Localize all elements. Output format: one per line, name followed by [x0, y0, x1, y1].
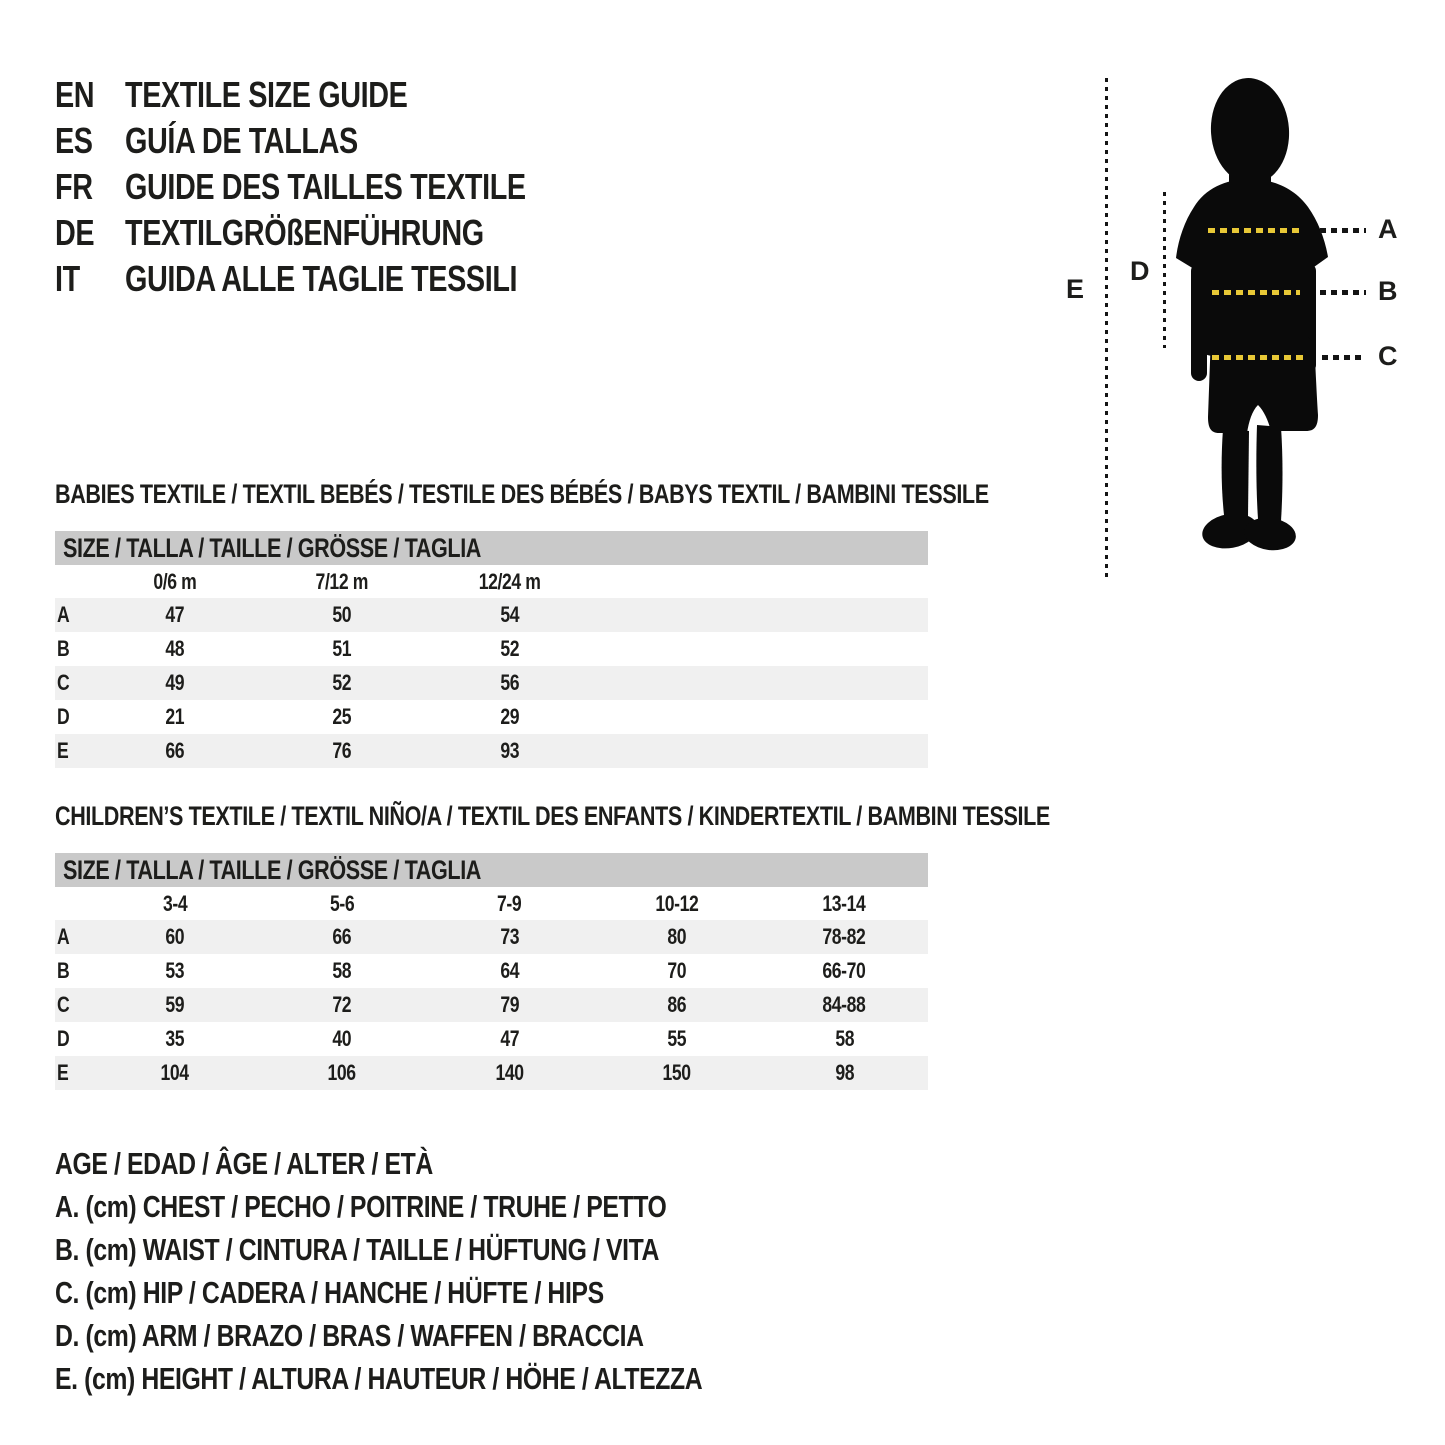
- children-col-13-14: 13-14: [822, 891, 866, 916]
- babies-table-body: [55, 598, 928, 768]
- babies-table-title: BABIES TEXTILE / TEXTIL BEBÉS / TESTILE DES BÉBÉS / BABYS TEXTIL / BAMBINI TESSILE: [55, 479, 989, 509]
- babies-col-0-6m: 0/6 m: [153, 569, 197, 594]
- waist-dash-black: [1320, 290, 1366, 295]
- table-row: E 66 76 93: [55, 734, 928, 768]
- title-de: TEXTILGRÖßENFÜHRUNG: [125, 212, 484, 253]
- lang-code-de: DE: [55, 212, 95, 253]
- title-es: GUÍA DE TALLAS: [125, 120, 358, 161]
- children-col-10-12: 10-12: [655, 891, 699, 916]
- table-row: A 47 50 54: [55, 598, 928, 632]
- children-column-headers: [55, 887, 928, 921]
- table-row: C 49 52 56: [55, 666, 928, 700]
- figure-label-d: D: [1130, 256, 1150, 286]
- lang-code-it: IT: [55, 258, 80, 299]
- babies-col-7-12m: 7/12 m: [315, 569, 369, 594]
- legend-height: E. (cm) HEIGHT / ALTURA / HAUTEUR / HÖHE / ALTEZZA: [55, 1361, 703, 1396]
- legend-waist: B. (cm) WAIST / CINTURA / TAILLE / HÜFTUNG / VITA: [55, 1232, 660, 1267]
- legend-arm: D. (cm) ARM / BRAZO / BRAS / WAFFEN / BRACCIA: [55, 1318, 644, 1353]
- children-table-section: [55, 801, 1050, 1092]
- figure-label-a: A: [1378, 214, 1398, 244]
- table-row: D 35 40 47 55 58: [57, 1026, 854, 1051]
- children-col-5-6: 5-6: [329, 891, 355, 916]
- children-size-header-bar: SIZE / TALLA / TAILLE / GRÖSSE / TAGLIA: [55, 853, 928, 887]
- header-line-en: [55, 72, 626, 118]
- figure-label-c: C: [1378, 341, 1398, 371]
- legend-age: AGE / EDAD / ÂGE / ALTER / ETÀ: [55, 1146, 433, 1181]
- header-line-es: [55, 118, 626, 164]
- measurement-legend: [55, 1142, 864, 1400]
- babies-size-header-bar: SIZE / TALLA / TAILLE / GRÖSSE / TAGLIA: [55, 531, 928, 565]
- header-line-it: [55, 256, 626, 302]
- children-col-3-4: 3-4: [162, 891, 187, 916]
- table-row: B 53 58 64 70 66-70: [57, 958, 866, 983]
- legend-chest: A. (cm) CHEST / PECHO / POITRINE / TRUHE / PETTO: [55, 1189, 667, 1224]
- table-row: E 104 106 140 150 98: [55, 1056, 928, 1090]
- babies-table-section: [55, 479, 989, 770]
- title-en: TEXTILE SIZE GUIDE: [125, 74, 408, 115]
- language-header: [55, 72, 626, 302]
- waist-dash-yellow: [1212, 290, 1300, 295]
- table-row: D 21 25 29: [57, 704, 519, 729]
- children-table-title: CHILDREN’S TEXTILE / TEXTIL NIÑO/A / TEXTIL DES ENFANTS / KINDERTEXTIL / BAMBINI TESSILE: [55, 801, 1050, 831]
- figure-label-b: B: [1378, 276, 1398, 306]
- lang-code-es: ES: [55, 120, 93, 161]
- header-line-de: [55, 210, 626, 256]
- children-table-body: [55, 920, 928, 1090]
- title-it: GUIDA ALLE TAGLIE TESSILI: [125, 258, 518, 299]
- babies-column-headers: [55, 565, 928, 599]
- hip-dash-yellow: [1212, 355, 1308, 360]
- chest-dash-black: [1320, 228, 1366, 233]
- table-row: A 60 66 73 80 78-82: [55, 920, 928, 954]
- lang-code-fr: FR: [55, 166, 93, 207]
- header-line-fr: [55, 164, 626, 210]
- chest-dash-yellow: [1208, 228, 1304, 233]
- legend-hip: C. (cm) HIP / CADERA / HANCHE / HÜFTE / HIPS: [55, 1275, 604, 1310]
- babies-col-12-24m: 12/24 m: [478, 569, 541, 594]
- hip-dash-black: [1322, 355, 1366, 360]
- table-row: B 48 51 52: [57, 636, 519, 661]
- lang-code-en: EN: [55, 74, 95, 115]
- title-fr: GUIDE DES TAILLES TEXTILE: [125, 166, 526, 207]
- table-row: C 59 72 79 86 84-88: [55, 988, 928, 1022]
- figure-label-e: E: [1066, 274, 1085, 304]
- children-col-7-9: 7-9: [497, 891, 522, 916]
